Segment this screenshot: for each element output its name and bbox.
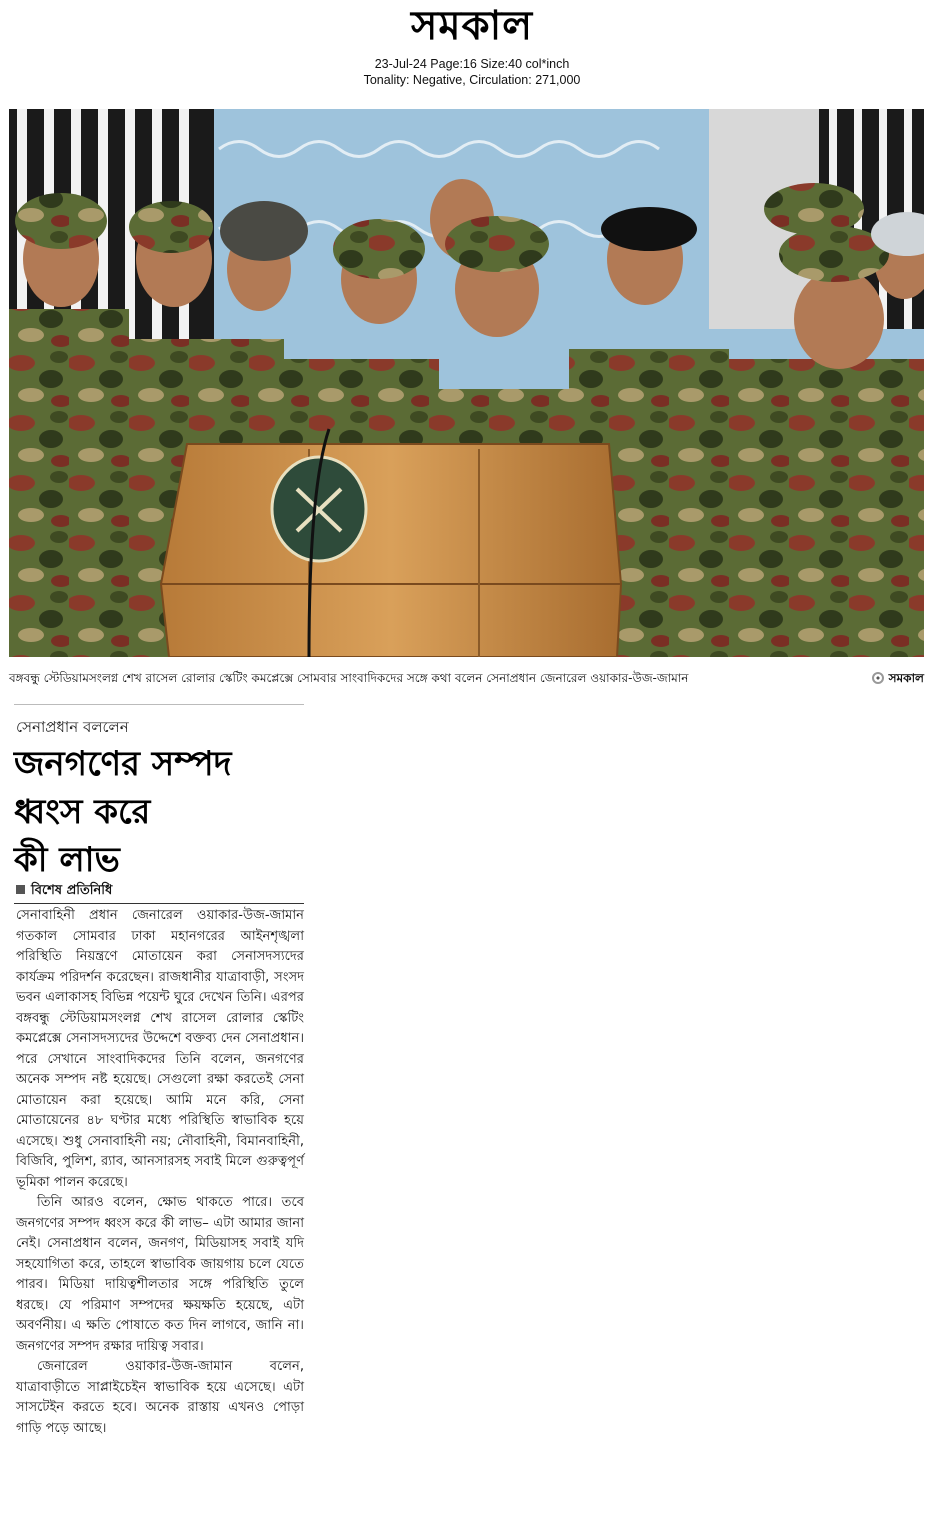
article-byline [16, 881, 112, 902]
logo-text: সমকাল [410, 2, 534, 49]
article-paragraph: জেনারেল ওয়াকার-উজ-জামান বলেন, যাত্রাবাড়ীতে সাপ্লাইচেইন স্বাভাবিক হয়ে এসেছে। এটা সাসটেইন করতে হবে। অনেক রাস্তায় এখনও পোড়া গাড়ি পড়ে আছে। [16, 1359, 304, 1436]
article-paragraph: সেনাবাহিনী প্রধান জেনারেল ওয়াকার-উজ-জামান গতকাল সোমবার ঢাকা মহানগরের আইনশৃঙ্খলা পরিস্থিতি নিয়ন্ত্রণে মোতায়েন করা সেনাসদস্যদের কার্যক্রম পরিদর্শন করেছেন। রাজধানীর যাত্রাবাড়ী, সংসদ ভবন এলাকাসহ বিভিন্ন পয়েন্ট ঘুরে দেখেন তিনি। এরপর বঙ্গবন্ধু স্টেডিয়ামসংলগ্ন শেখ রাসেল রোলার স্কেটিং কমপ্লেক্সে সেনাসদস্যদের উদ্দেশে বক্তব্য দেন সেনাপ্রধান। পরে সেখানে সাংবাদিকদের তিনি বলেন, জনগণের অনেক সম্পদ নষ্ট হয়েছে। সেগুলো রক্ষা করতেই সেনা মোতায়েন করা হয়েছে। আমি মনে করি, সেনা মোতায়েনের ৪৮ ঘণ্টার মধ্যে পরিস্থিতি স্বাভাবিক হয়ে এসেছে। শুধু সেনাবাহিনী নয়; নৌবাহিনী, বিমানবাহিনী, বিজিবি, পুলিশ, র‍্যাব, আনসারসহ সবাই মিলে গুরুত্বপূর্ণ ভূমিকা পালন করেছে। [16, 908, 304, 1190]
photo-credit [872, 667, 924, 689]
byline-text: বিশেষ প্রতিনিধি [31, 883, 113, 898]
article-paragraph: তিনি আরও বলেন, ক্ষোভ থাকতে পারে। তবে জনগণের সম্পদ ধ্বংস করে কী লাভ– এটা আমার জানা নেই। সেনাপ্রধান বলেন, জনগণ, মিডিয়াসহ সবাই যদি সহযোগিতা করে, তাহলে স্বাভাবিক জায়গায় চলে যেতে পারব। মিডিয়া দায়িত্বশীলতার সঙ্গে পরিস্থিতি তুলে ধরছে। যে পরিমাণ সম্পদের ক্ষয়ক্ষতি হয়েছে, এটা অবর্ণনীয়। এ ক্ষতি পোষাতে কত দিন লাগবে, জানি না। জনগণের সম্পদ রক্ষার দায়িত্ব সবার। [16, 1195, 304, 1354]
press-conference-illustration [9, 109, 924, 657]
headline-line-3: কী লাভ [14, 840, 120, 880]
photo-caption-row [9, 667, 924, 689]
camera-icon [872, 672, 884, 684]
byline-rule [14, 903, 304, 904]
photo-caption: বঙ্গবন্ধু স্টেডিয়ামসংলগ্ন শেখ রাসেল রোলার স্কেটিং কমপ্লেক্সে সোমবার সাংবাদিকদের সঙ্গে কথা বলেন সেনাপ্রধান জেনারেল ওয়াকার-উজ-জামান [9, 671, 689, 685]
clipping-meta-tonality: Tonality: Negative, Circulation: 271,000 [363, 73, 581, 87]
newspaper-logo [340, 2, 604, 52]
clipping-meta-date-page: 23-Jul-24 Page:16 Size:40 col*inch [374, 57, 570, 71]
headline-line-1: জনগণের সম্পদ [14, 744, 232, 784]
article-top-rule [14, 704, 304, 705]
article-body [16, 906, 304, 1439]
headline-line-2: ধ্বংস করে [14, 792, 151, 832]
article-headline [14, 740, 304, 884]
news-photo [9, 109, 924, 657]
masthead [0, 0, 944, 100]
podium [161, 429, 621, 657]
byline-square-icon [16, 885, 25, 894]
photo-credit-label: সমকাল [888, 671, 924, 685]
article-kicker: সেনাপ্রধান বললেন [16, 718, 129, 736]
